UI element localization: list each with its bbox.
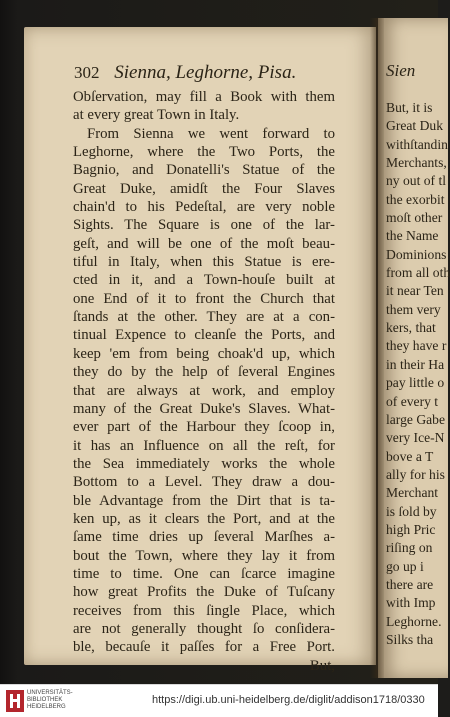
right-text-line: ny out of tl bbox=[386, 173, 447, 189]
right-text-line: Leghorne. bbox=[386, 613, 442, 629]
text-line: ſame time dries up ſeveral Marſhes a- bbox=[73, 529, 335, 546]
text-line: ever part of the Harbour they ſcoop in, bbox=[73, 419, 335, 436]
right-text-line: there are bbox=[386, 576, 434, 592]
right-body-text bbox=[386, 99, 450, 649]
body-text bbox=[73, 88, 335, 675]
running-head bbox=[74, 62, 344, 86]
right-text-line: is ſold by bbox=[386, 503, 437, 519]
text-line: Sights. The Square is one of the lar- bbox=[73, 217, 335, 234]
right-text-line: Merchants, bbox=[386, 155, 447, 171]
right-text-line: high Pric bbox=[386, 521, 436, 537]
text-line: ble Advantage from the Dirt that is ta- bbox=[73, 492, 335, 509]
right-running-title: Sien bbox=[386, 61, 416, 80]
text-line: Bottom to a Level. They draw a dou- bbox=[73, 474, 335, 491]
text-line: bout the Town, where they lay it from bbox=[73, 547, 335, 564]
page-number: 302 bbox=[74, 63, 100, 82]
text-line: cted in it, and a Town-houſe built at bbox=[73, 272, 335, 289]
right-text-line: of every t bbox=[386, 393, 439, 409]
text-line: Great Duke, amidſt the Four Slaves bbox=[73, 180, 335, 197]
text-line: ble, becauſe it paſſes for a Free Port. bbox=[73, 639, 335, 656]
left-page bbox=[24, 27, 376, 674]
text-line: tiful in Italy, when this Statue is ere- bbox=[73, 254, 335, 271]
right-text-line: moſt other bbox=[386, 210, 443, 226]
text-line: it has an Influence on all the reſt, for bbox=[73, 437, 335, 454]
right-text-line: Dominions bbox=[386, 246, 447, 262]
right-text-line: the Name bbox=[386, 228, 439, 244]
text-line: one End of it to front the Church that bbox=[73, 290, 335, 307]
text-line: time to time. One can ſcarce imagine bbox=[73, 565, 335, 582]
text-line: keep 'em from being choak'd up, which bbox=[73, 345, 335, 362]
catchword: But, bbox=[309, 657, 335, 674]
right-text-line: it near Ten bbox=[386, 283, 444, 299]
text-line: From Sienna we went forward to bbox=[87, 125, 335, 142]
text-line: many of the Great Duke's Slaves. What- bbox=[73, 400, 335, 417]
text-line: chain'd to his Pedeſtal, are very noble bbox=[73, 199, 335, 216]
text-line: are not generally thought ſo conſidera- bbox=[73, 620, 335, 637]
right-text-line: riſing on bbox=[386, 540, 433, 556]
text-line: geſt, and will be one of the moſt beau- bbox=[73, 235, 335, 252]
library-name: UNIVERSITÄTS- BIBLIOTHEK HEIDELBERG bbox=[27, 690, 73, 710]
right-text-line: very Ice-N bbox=[386, 430, 445, 446]
running-title: Sienna, Leghorne, Pisa. bbox=[114, 62, 297, 83]
right-text-line: But, it is bbox=[386, 100, 433, 115]
right-text-line: bove a T bbox=[386, 448, 434, 464]
library-logo-icon bbox=[6, 690, 24, 712]
right-text-line: go up i bbox=[386, 558, 424, 574]
text-line: ſtands at the other. They are at a con- bbox=[73, 309, 335, 326]
text-line: at every great Town in Italy. bbox=[73, 107, 240, 124]
right-text-line: large Gabe bbox=[386, 411, 446, 427]
right-text-line: withſtandin bbox=[386, 136, 448, 152]
right-text-line: in their Ha bbox=[386, 356, 445, 372]
book-gutter bbox=[370, 18, 384, 678]
footer-bar bbox=[0, 684, 438, 717]
text-line: ken up, as it clears the Port, and at the bbox=[73, 510, 335, 527]
right-text-line: with Imp bbox=[386, 595, 436, 611]
right-text-line: Merchant bbox=[386, 485, 439, 501]
text-line: Leghorne, where the Two Ports, the bbox=[73, 144, 335, 161]
right-text-line: Silks tha bbox=[386, 631, 434, 647]
permalink[interactable]: https://digi.ub.uni-heidelberg.de/diglit/addison1718/0330 bbox=[152, 694, 425, 706]
right-text-line: the exorbit bbox=[386, 191, 445, 207]
right-page bbox=[378, 18, 448, 678]
right-text-line: pay little o bbox=[386, 375, 445, 391]
right-text-line: from all oth bbox=[386, 265, 450, 281]
text-line: tinual Expence to cleanſe the Ports, and bbox=[73, 327, 335, 344]
right-text-line: ally for his bbox=[386, 466, 445, 482]
right-text-line: they have r bbox=[386, 338, 447, 354]
text-line: Bagnio, and Donatelli's Statue of the bbox=[73, 162, 335, 179]
text-line: the Sea immediately works the whole bbox=[73, 455, 335, 472]
text-line: how great Profits the Duke of Tuſcany bbox=[73, 584, 335, 601]
text-line: Obſervation, may fill a Book with them bbox=[73, 89, 335, 105]
right-text-line: Great Duk bbox=[386, 118, 443, 134]
text-line: they do by the help of ſeveral Engines bbox=[73, 364, 335, 381]
right-text-line: kers, that bbox=[386, 320, 436, 336]
text-line: that are always at work, and employ bbox=[73, 382, 335, 399]
text-line: receives from this ſingle Place, which bbox=[73, 602, 335, 619]
right-text-line: them very bbox=[386, 301, 441, 317]
